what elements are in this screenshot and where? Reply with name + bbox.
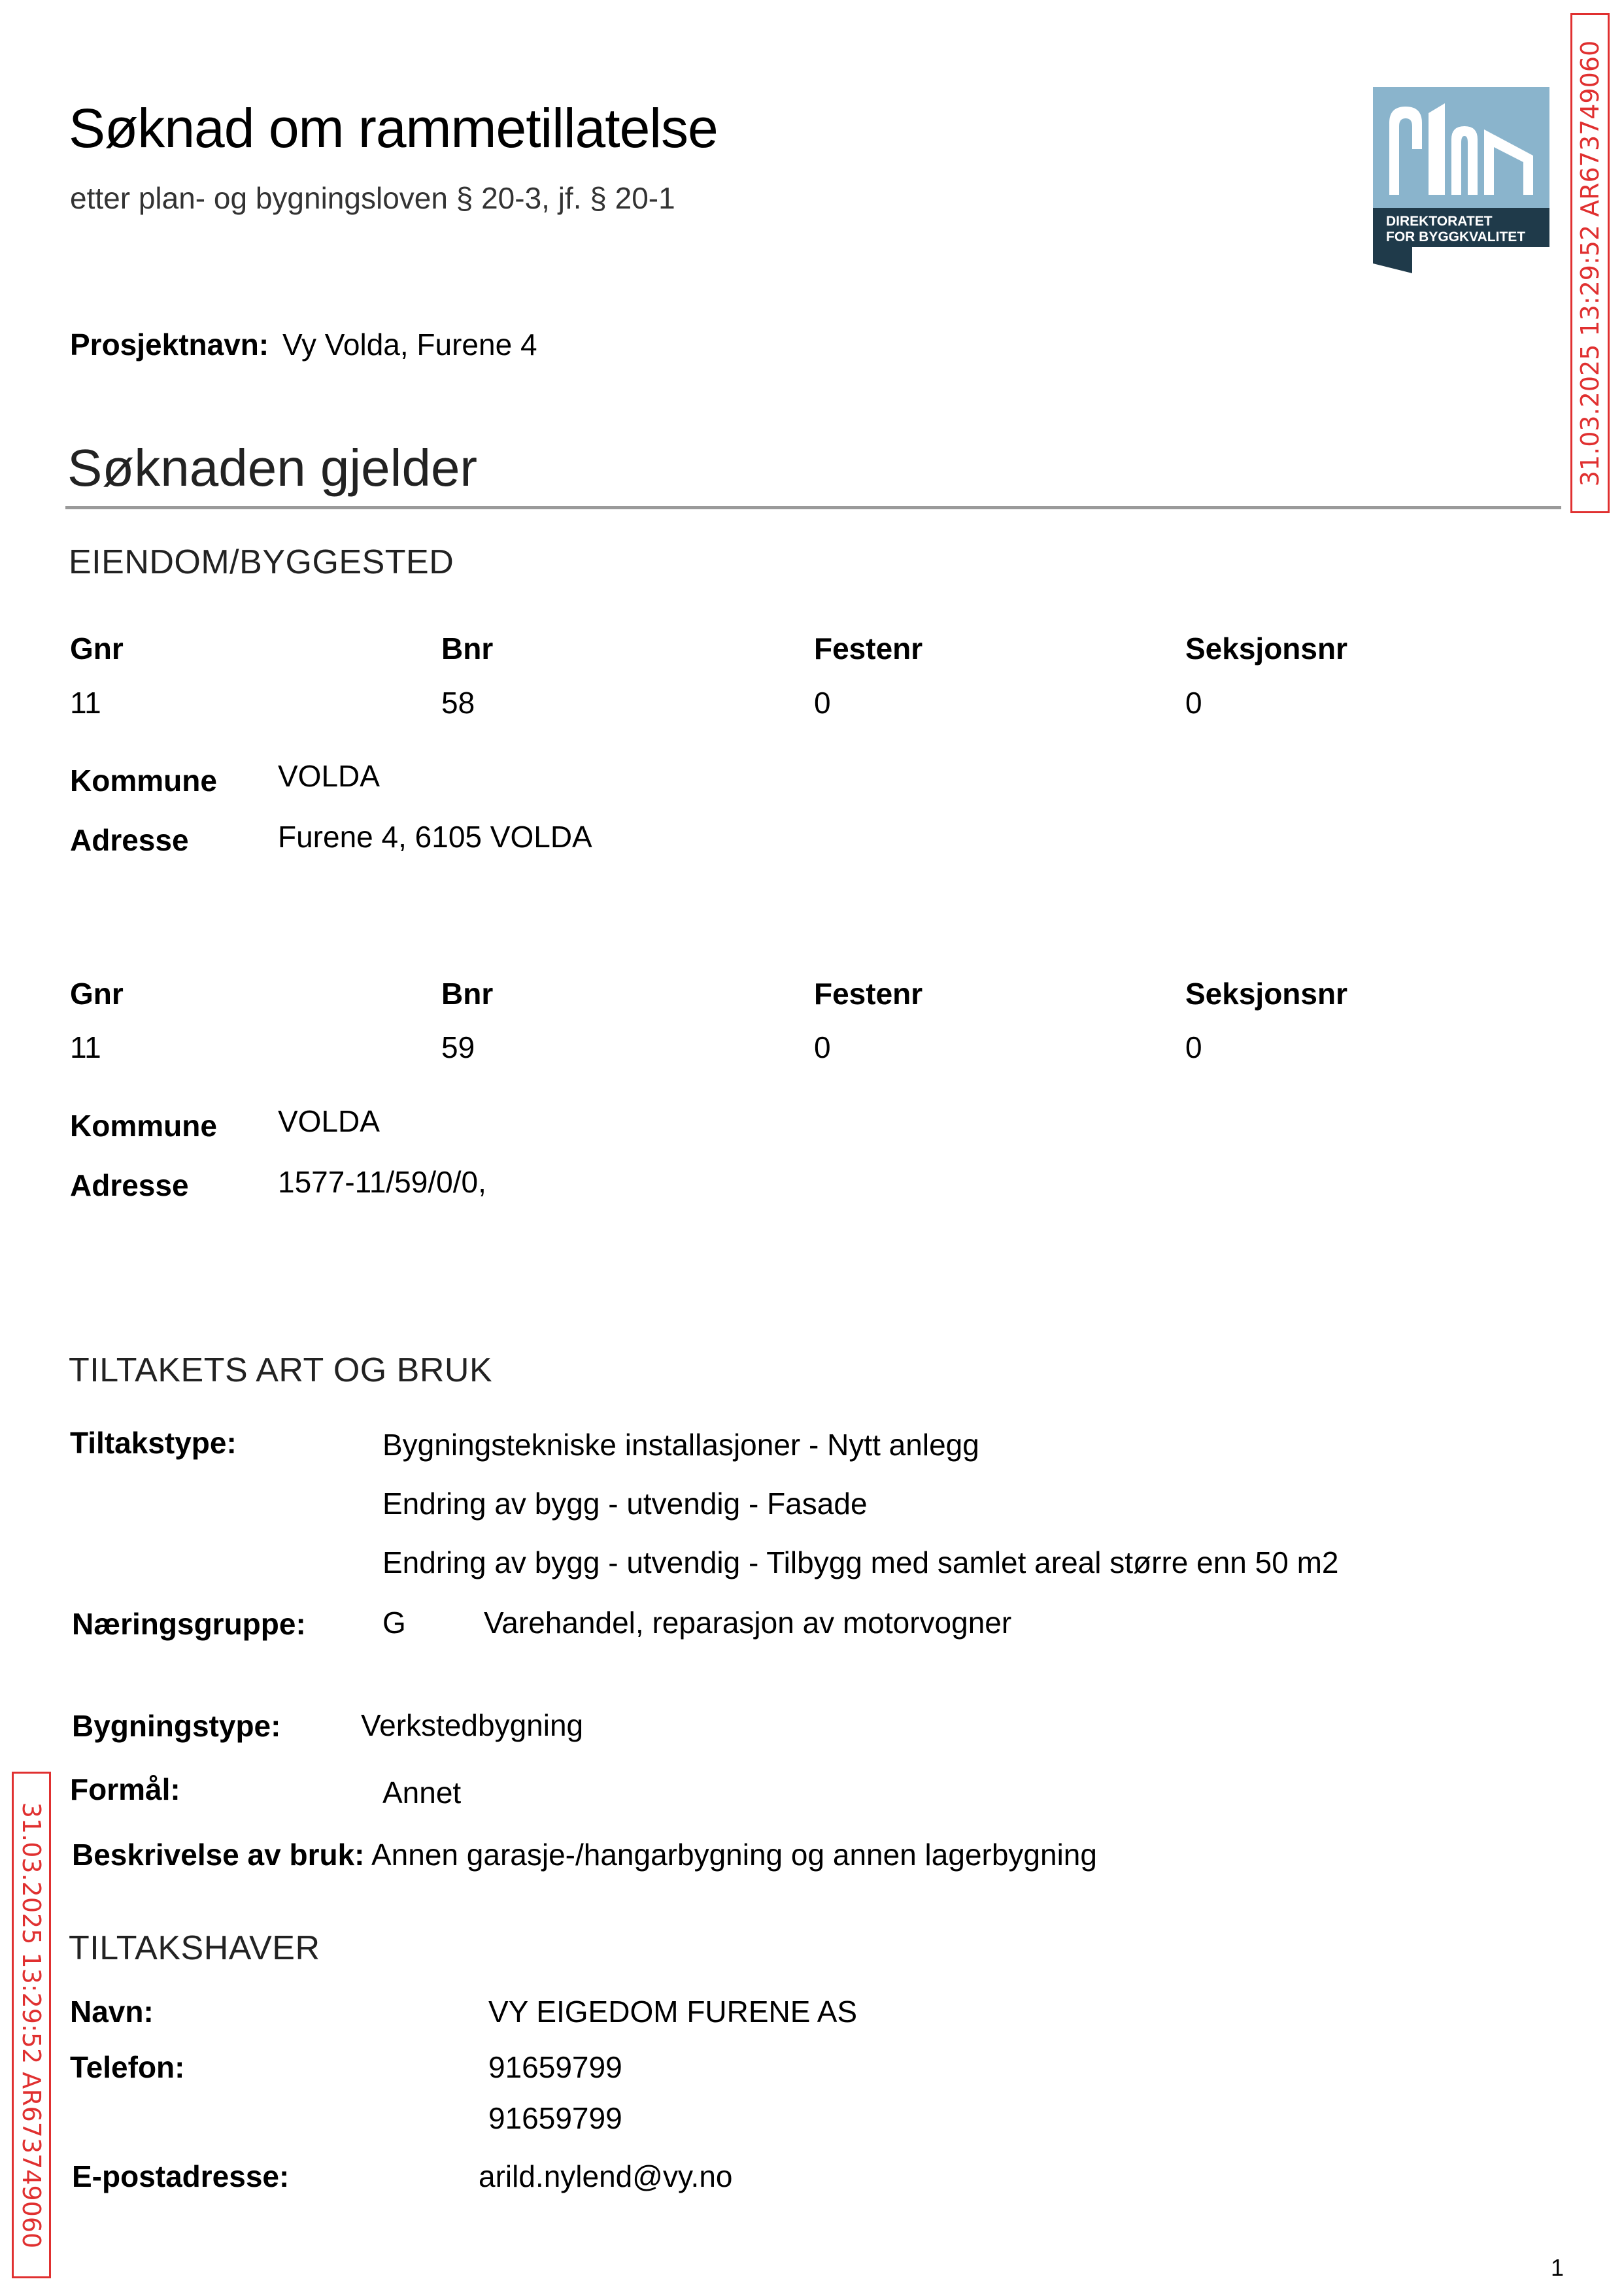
beskrivelse-label: Beskrivelse av bruk: — [72, 1838, 365, 1872]
gnr-label: Gnr — [70, 977, 124, 1011]
gnr-value: 11 — [70, 686, 101, 720]
tiltakstype-item: Bygningstekniske installasjoner - Nytt anlegg — [382, 1428, 979, 1462]
document-title: Søknad om rammetillatelse — [69, 97, 718, 159]
bnr-label: Bnr — [441, 977, 494, 1011]
project-name-value: Vy Volda, Furene 4 — [282, 328, 537, 362]
tiltakshaver-heading: TILTAKSHAVER — [69, 1929, 320, 1967]
document-subtitle: etter plan- og bygningsloven § 20-3, jf. § 20-1 — [70, 181, 675, 215]
gnr-value: 11 — [70, 1030, 101, 1064]
naeringsgruppe-code: G — [382, 1606, 406, 1640]
section-divider — [65, 506, 1561, 509]
epost-label: E-postadresse: — [72, 2159, 290, 2193]
festenr-value: 0 — [814, 1030, 831, 1064]
formaal-label: Formål: — [70, 1772, 180, 1806]
tiltakstype-item: Endring av bygg - utvendig - Fasade — [382, 1487, 868, 1521]
stamp-left-text: 31.03.2025 13:29:52 AR673749060 — [17, 1802, 46, 2248]
seksjonsnr-value: 0 — [1185, 686, 1202, 720]
stamp-right-text: 31.03.2025 13:29:52 AR673749060 — [1576, 40, 1604, 486]
kommune-value: VOLDA — [278, 1104, 380, 1138]
timestamp-stamp-left — [12, 1772, 51, 2278]
logo-text-line-1: DIREKTORATET — [1386, 214, 1493, 229]
section-title: Søknaden gjelder — [67, 439, 478, 497]
naeringsgruppe-text: Varehandel, reparasjon av motorvogner — [484, 1606, 1012, 1640]
seksjonsnr-label: Seksjonsnr — [1185, 977, 1347, 1011]
adresse-label: Adresse — [70, 823, 189, 857]
telefon-value-1: 91659799 — [488, 2050, 622, 2084]
festenr-label: Festenr — [814, 977, 923, 1011]
bygningstype-label: Bygningstype: — [72, 1709, 281, 1743]
dibk-logo — [1373, 87, 1549, 273]
page-number: 1 — [1551, 2254, 1565, 2281]
festenr-value: 0 — [814, 686, 831, 720]
seksjonsnr-label: Seksjonsnr — [1185, 632, 1347, 666]
seksjonsnr-value: 0 — [1185, 1030, 1202, 1064]
bygningstype-value: Verkstedbygning — [361, 1708, 584, 1742]
adresse-value: Furene 4, 6105 VOLDA — [278, 820, 592, 854]
telefon-label: Telefon: — [70, 2050, 185, 2084]
kommune-value: VOLDA — [278, 759, 380, 793]
navn-value: VY EIGEDOM FURENE AS — [488, 1995, 858, 2029]
gnr-label: Gnr — [70, 632, 124, 666]
kommune-label: Kommune — [70, 1109, 217, 1143]
tiltak-heading: TILTAKETS ART OG BRUK — [69, 1351, 493, 1389]
logo-text-line-2: FOR BYGGKVALITET — [1386, 229, 1526, 245]
beskrivelse-value: Annen garasje-/hangarbygning og annen lagerbygning — [371, 1838, 1097, 1872]
bnr-value: 58 — [441, 686, 475, 720]
epost-value[interactable]: arild.nylend@vy.no — [479, 2159, 733, 2193]
festenr-label: Festenr — [814, 632, 923, 666]
bnr-value: 59 — [441, 1030, 475, 1064]
bnr-label: Bnr — [441, 632, 494, 666]
kommune-label: Kommune — [70, 764, 217, 798]
formaal-value: Annet — [382, 1776, 462, 1810]
navn-label: Navn: — [70, 1995, 154, 2029]
tiltakstype-item: Endring av bygg - utvendig - Tilbygg med samlet areal større enn 50 m2 — [382, 1545, 1339, 1579]
property-heading: EIENDOM/BYGGESTED — [69, 543, 454, 581]
tiltakstype-label: Tiltakstype: — [70, 1426, 237, 1460]
adresse-label: Adresse — [70, 1168, 189, 1202]
project-name-label: Prosjektnavn: — [70, 328, 269, 362]
timestamp-stamp-right — [1570, 13, 1610, 513]
adresse-value: 1577-11/59/0/0, — [278, 1165, 486, 1199]
telefon-value-2: 91659799 — [488, 2101, 622, 2135]
naeringsgruppe-label: Næringsgruppe: — [72, 1607, 306, 1641]
